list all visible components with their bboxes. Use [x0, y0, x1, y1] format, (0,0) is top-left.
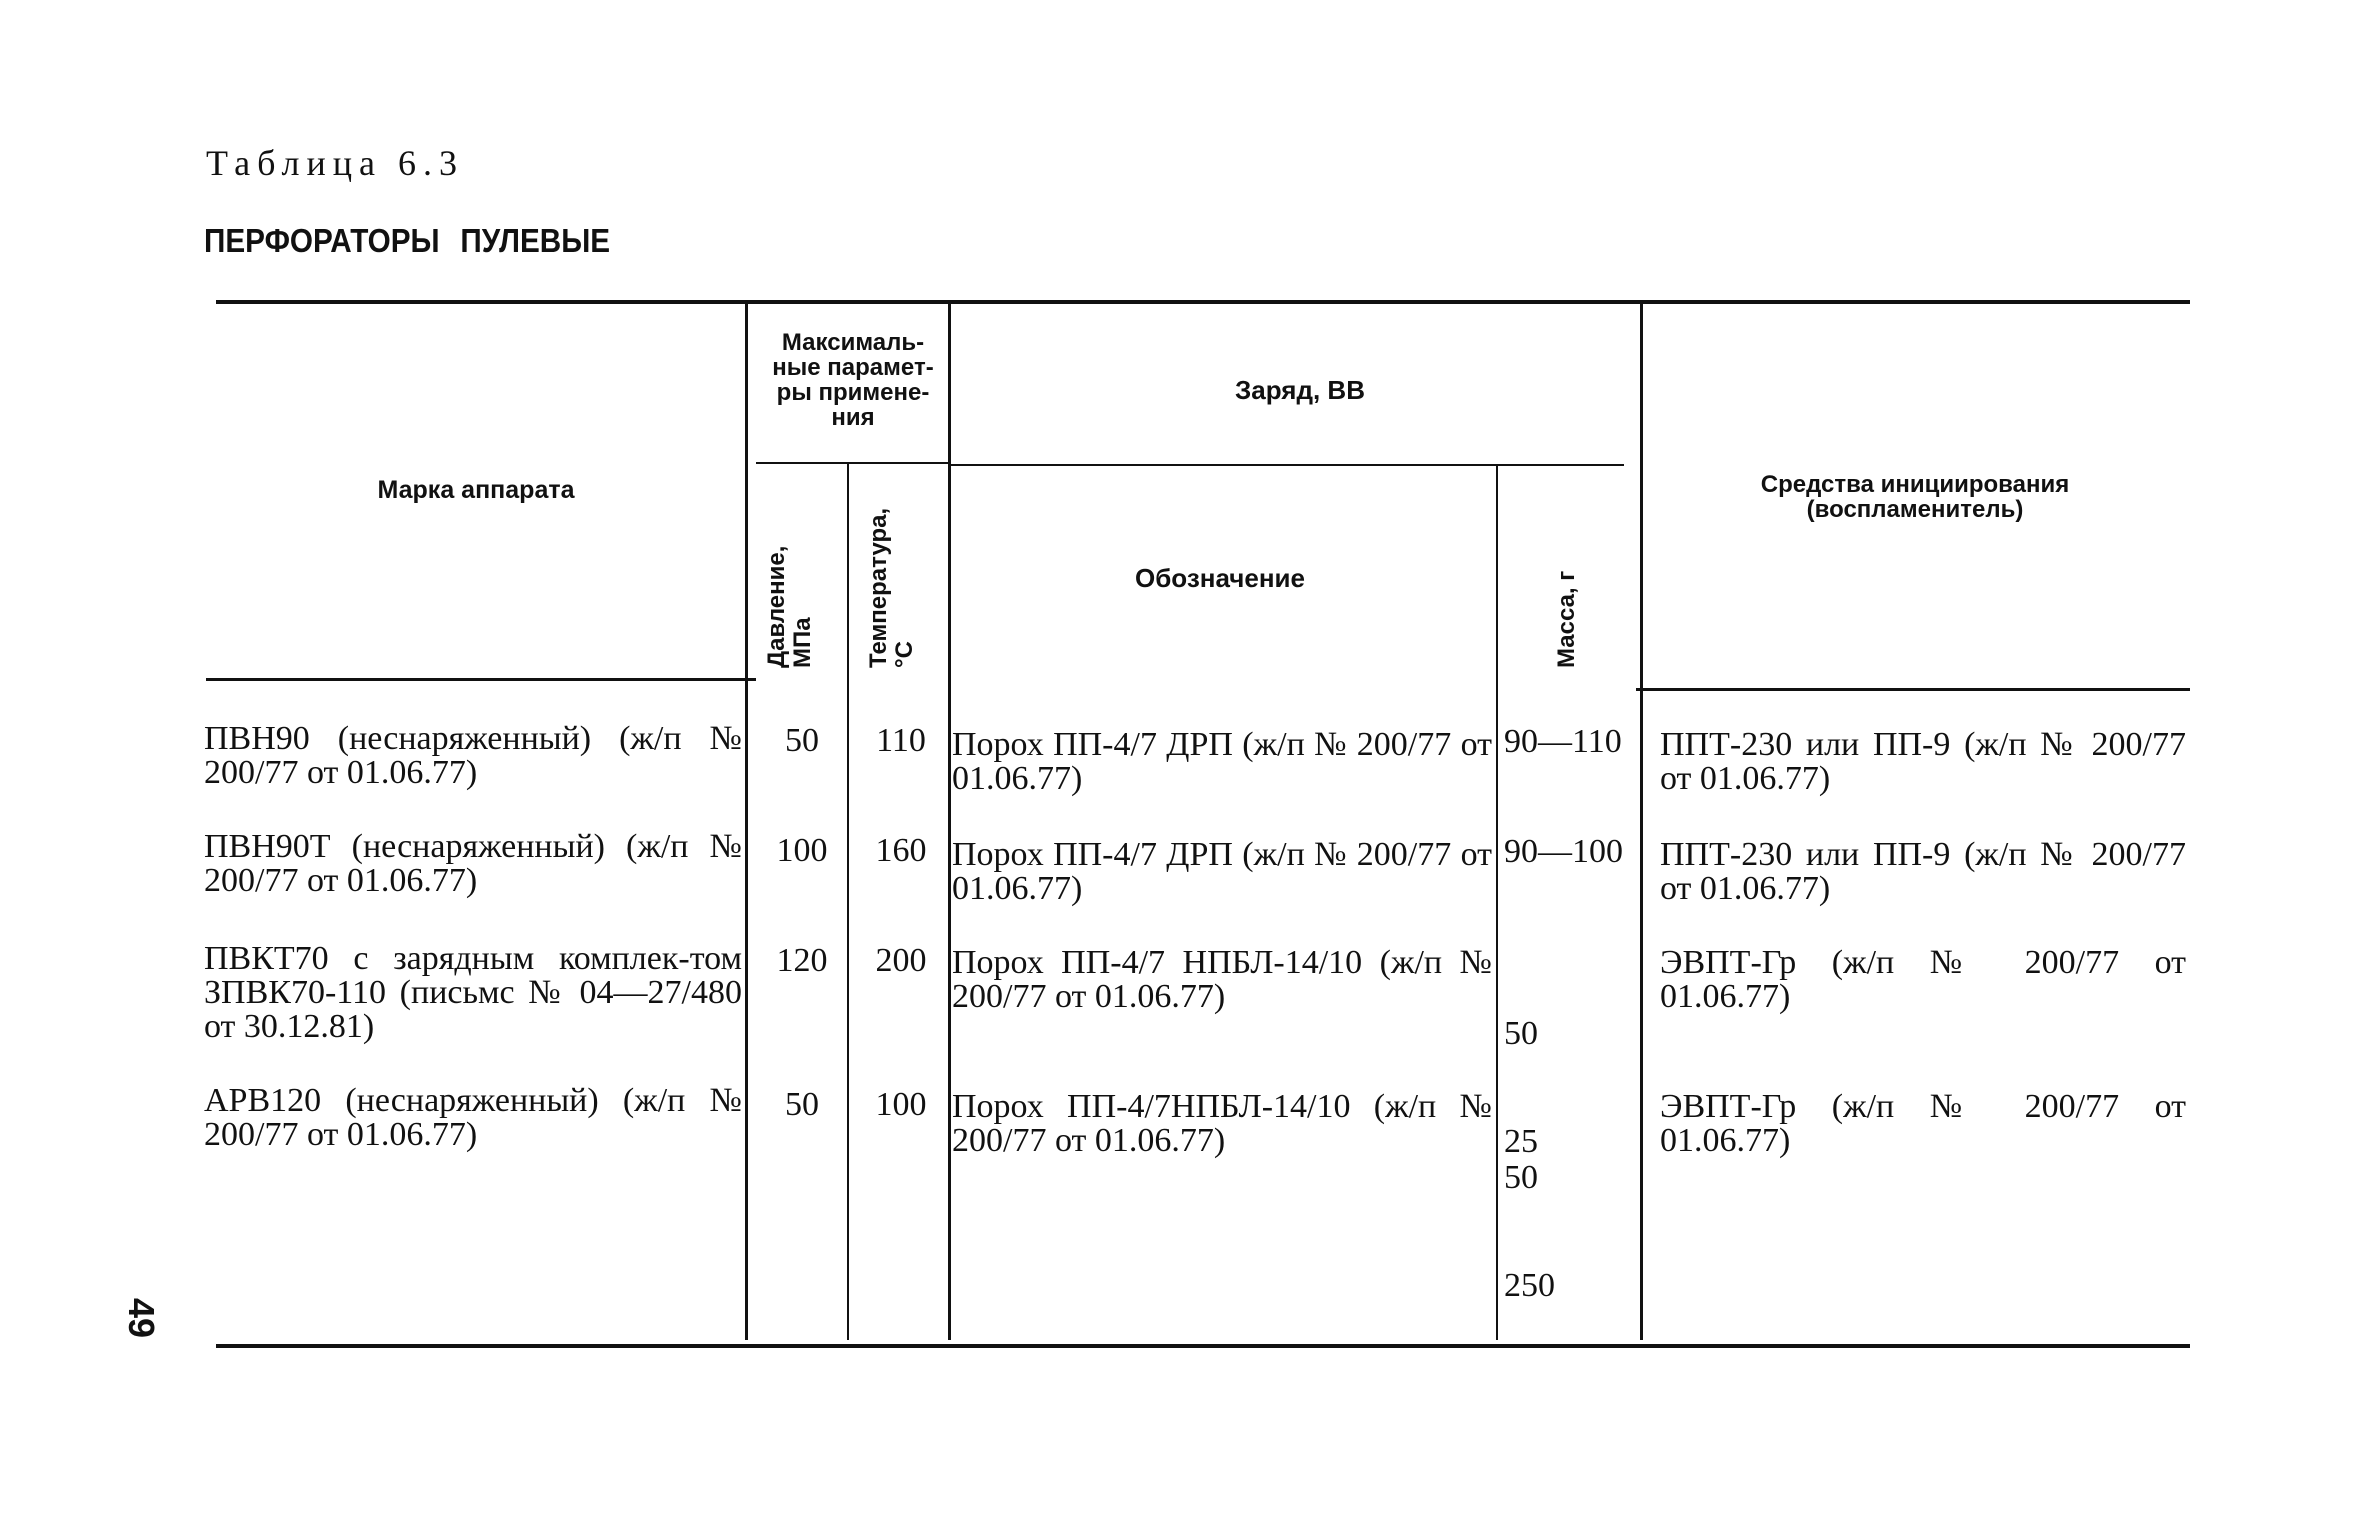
row2-apparatus: ПВН90Т (неснаряженный) (ж/п № 200/77 от 01.06.77): [204, 828, 742, 899]
table-top-rule: [216, 300, 2190, 304]
page-number: 49: [121, 1298, 162, 1339]
table-bottom-rule: [216, 1344, 2190, 1348]
row1-initiation: ППТ-230 или ПП-9 (ж/п № 200/77 от 01.06.77): [1660, 726, 2186, 797]
header-bottom-rule-left: [206, 678, 756, 681]
row4-temperature: 100: [875, 1086, 927, 1123]
row2-mass: 90—100: [1504, 833, 1623, 870]
header-subrule-params: [756, 462, 950, 464]
row3-designation: Порох ПП-4/7 НПБЛ-14/10 (ж/п № 200/77 от 01.06.77): [952, 944, 1492, 1015]
header-apparatus: Марка аппарата: [377, 476, 575, 504]
row1-pressure: 50: [785, 722, 819, 759]
row3-apparatus: ПВКТ70 с зарядным комплек-том ЗПВК70-110 (письмс № 04—27/480 от 30.12.81): [204, 940, 742, 1045]
row4-pressure: 50: [785, 1086, 819, 1123]
table-caption: Таблица 6.3: [206, 143, 464, 183]
row3-initiation: ЭВПТ-Гр (ж/п № 200/77 от 01.06.77): [1660, 944, 2186, 1015]
header-subrule-charge: [950, 464, 1624, 466]
row4-apparatus: АРВ120 (неснаряженный) (ж/п № 200/77 от 01.06.77): [204, 1082, 742, 1153]
row1-apparatus: ПВН90 (неснаряженный) (ж/п № 200/77 от 01.06.77): [204, 720, 742, 791]
header-designation: Обозначение: [1135, 563, 1305, 593]
header-pressure: Давление, МПа: [763, 545, 816, 668]
row2-initiation: ППТ-230 или ПП-9 (ж/п № 200/77 от 01.06.77): [1660, 836, 2186, 907]
row3-temperature: 200: [875, 942, 927, 979]
header-temperature: Температура, °С: [865, 507, 918, 668]
row4-designation: Порох ПП-4/7НПБЛ-14/10 (ж/п № 200/77 от 01.06.77): [952, 1088, 1492, 1159]
header-bottom-rule-right: [1636, 688, 2190, 691]
col-divider-designation: [1496, 466, 1498, 1340]
row4-mass: 50 250: [1504, 1159, 1555, 1304]
header-charge: Заряд, ВВ: [1235, 375, 1365, 405]
row1-designation: Порох ПП-4/7 ДРП (ж/п № 200/77 от 01.06.77): [952, 726, 1492, 797]
col-divider-apparatus: [745, 304, 748, 1340]
col-divider-temperature: [948, 304, 951, 1340]
row3-pressure: 120: [776, 942, 828, 979]
header-mass: Масса, г: [1553, 570, 1580, 668]
row2-temperature: 160: [875, 832, 927, 869]
row1-mass: 90—110: [1504, 723, 1622, 760]
row1-temperature: 110: [876, 722, 926, 759]
header-initiation: Средства инициирования (воспламенитель): [1760, 471, 2070, 523]
col-divider-mass: [1640, 304, 1643, 1340]
table-title: ПЕРФОРАТОРЫ ПУЛЕВЫЕ: [204, 222, 611, 259]
row2-pressure: 100: [776, 832, 828, 869]
row3-mass: 50 25: [1504, 1015, 1538, 1160]
header-max-params: Максималь- ные парамет- ры примене- ния: [772, 329, 934, 431]
row2-designation: Порох ПП-4/7 ДРП (ж/п № 200/77 от 01.06.77): [952, 836, 1492, 907]
row4-initiation: ЭВПТ-Гр (ж/п № 200/77 от 01.06.77): [1660, 1088, 2186, 1159]
col-divider-pressure: [847, 464, 849, 1340]
